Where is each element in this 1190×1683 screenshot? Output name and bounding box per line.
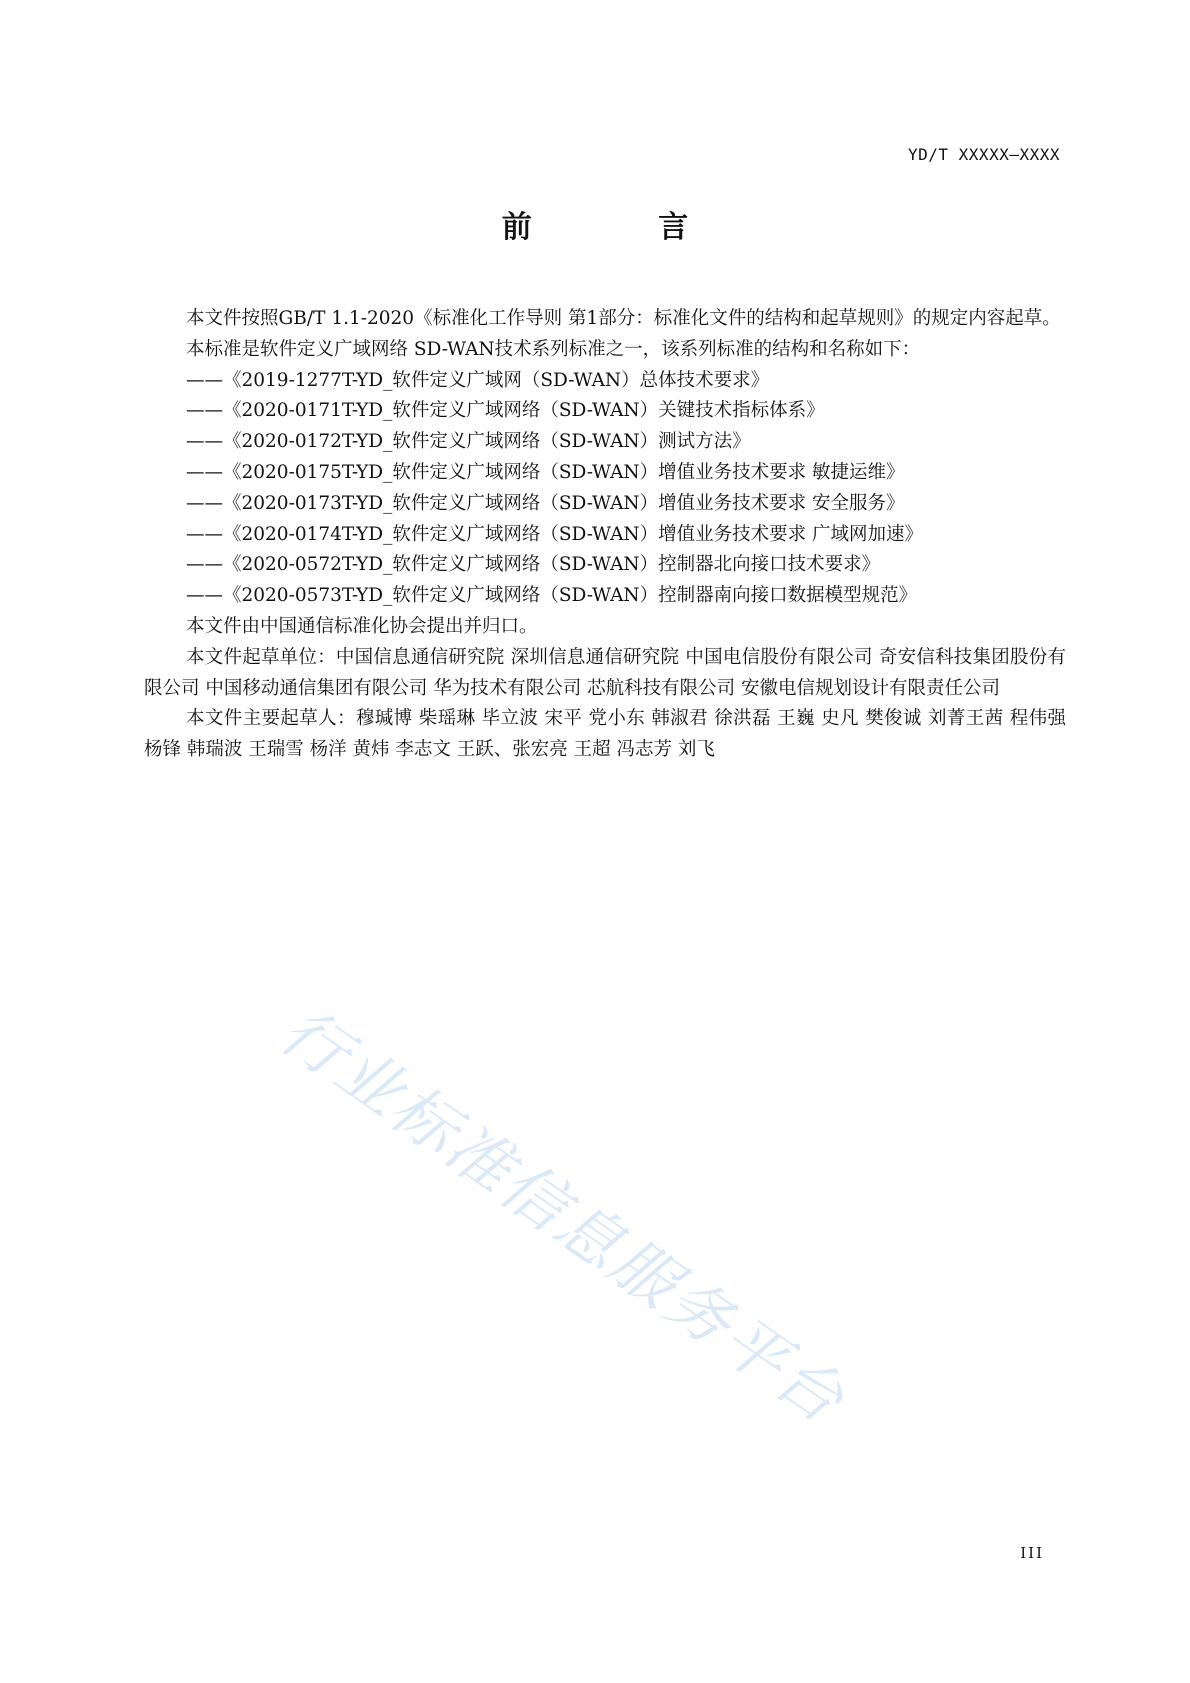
- paragraph-drafting-rule: 本文件按照GB/T 1.1-2020《标准化工作导则 第1部分：标准化文件的结构和起草规则》的规定内容起草。: [186, 308, 1061, 329]
- series-list-item: ——《2020-0573T-YD_软件定义广域网络（SD-WAN）控制器南向接口数据模型规范》: [186, 585, 918, 607]
- paragraph-proposer: 本文件由中国通信标准化协会提出并归口。: [186, 615, 538, 637]
- series-list-item: ——《2020-0175T-YD_软件定义广域网络（SD-WAN）增值业务技术要求 敏捷运维》: [186, 461, 905, 483]
- document-code: YD/T XXXXX—XXXX: [908, 145, 1060, 164]
- page-number: III: [1020, 1544, 1044, 1562]
- series-list-item: ——《2020-0572T-YD_软件定义广域网络（SD-WAN）控制器北向接口技术要求》: [186, 554, 881, 576]
- page-title: 前 言: [501, 210, 747, 245]
- paragraph-drafters: 本文件主要起草人：穆瑊博 柴瑶琳 毕立波 宋平 党小东 韩淑君 徐洪磊 王巍 史凡 樊俊诚 刘菁王茜 程伟强 杨锋 韩瑞波 王瑞雪 杨洋 黄炜 李志文 王跃、张宏亮 王超 冯志芳 刘飞: [144, 708, 1066, 761]
- series-list-item: ——《2020-0173T-YD_软件定义广域网络（SD-WAN）增值业务技术要求 安全服务》: [186, 492, 905, 514]
- series-list-item: ——《2020-0171T-YD_软件定义广域网络（SD-WAN）关键技术指标体系》: [186, 400, 825, 422]
- series-list-item: ——《2019-1277T-YD_软件定义广域网（SD-WAN）总体技术要求》: [186, 369, 770, 391]
- watermark: 行业标准信息服务平台: [266, 994, 859, 1440]
- series-list-item: ——《2020-0172T-YD_软件定义广域网络（SD-WAN）测试方法》: [186, 431, 751, 453]
- paragraph-drafting-units: 本文件起草单位：中国信息通信研究院 深圳信息通信研究院 中国电信股份有限公司 奇安信科技集团股份有限公司 中国移动通信集团有限公司 华为技术有限公司 芯航科技有限公司 安徽电信规划设计有限责任公司: [144, 646, 1066, 699]
- paragraph-series-intro: 本标准是软件定义广域网络 SD-WAN技术系列标准之一，该系列标准的结构和名称如下：: [186, 338, 921, 360]
- series-list-item: ——《2020-0174T-YD_软件定义广域网络（SD-WAN）增值业务技术要求 广域网加速》: [186, 523, 923, 545]
- document-body: [144, 304, 1066, 766]
